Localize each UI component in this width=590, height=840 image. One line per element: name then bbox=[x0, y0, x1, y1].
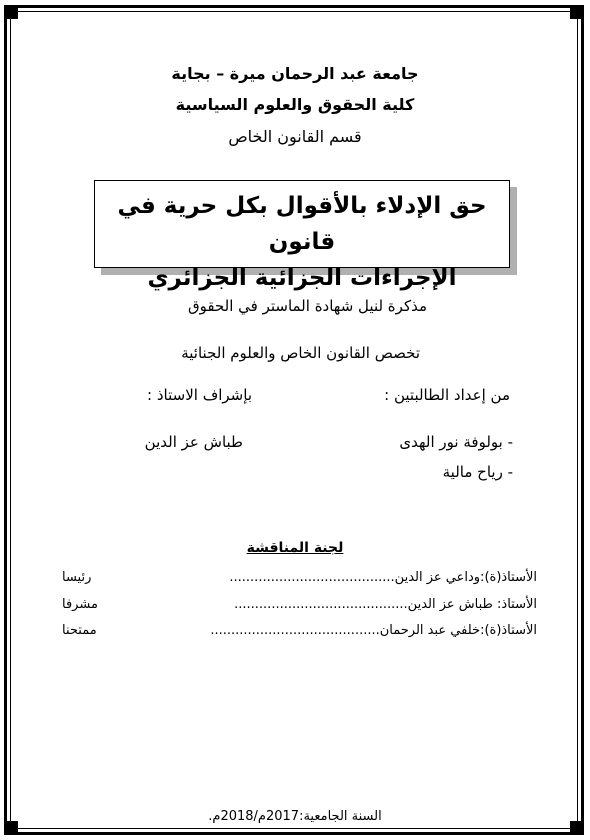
committee-role-1: رئيسا bbox=[62, 570, 92, 585]
corner-ornament-top-right bbox=[570, 5, 584, 19]
committee-member-3: الأستاذ(ة):خلفي عبد الرحمان......................................... bbox=[210, 623, 537, 638]
students-label: من إعداد الطالبتين : bbox=[384, 386, 510, 404]
specialty-statement: تخصص القانون الخاص والعلوم الجنائية bbox=[181, 344, 420, 362]
faculty-name: كلية الحقوق والعلوم السياسية bbox=[175, 95, 415, 114]
thesis-title-line-1: حق الإدلاء بالأقوال بكل حرية في قانون bbox=[117, 193, 487, 255]
student-name-1: - بولوفة نور الهدى bbox=[399, 433, 513, 451]
university-name: جامعة عبد الرحمان ميرة – بجاية bbox=[171, 64, 419, 83]
corner-ornament-top-left bbox=[4, 5, 18, 19]
committee-role-3: ممتحنا bbox=[62, 623, 97, 638]
department-name: قسم القانون الخاص bbox=[228, 127, 362, 146]
degree-statement: مذكرة لنيل شهادة الماستر في الحقوق bbox=[187, 297, 427, 315]
academic-year: السنة الجامعية:2017م/2018م. bbox=[208, 809, 382, 824]
committee-member-1: الأستاذ(ة):وداعي عز الدين........................................ bbox=[229, 570, 537, 585]
student-name-2: - رياح مالية bbox=[442, 463, 513, 481]
committee-member-2: الأستاذ: طباش عز الدين.......................................... bbox=[234, 597, 537, 612]
supervisor-name: طباش عز الدين bbox=[144, 433, 243, 451]
thesis-title-line-2: الإجراءات الجزائية الجزائري bbox=[147, 265, 457, 291]
supervisor-label: بإشراف الاستاذ : bbox=[147, 386, 252, 404]
committee-role-2: مشرفا bbox=[62, 597, 98, 612]
thesis-title-box bbox=[94, 180, 510, 291]
committee-title: لجنة المناقشة bbox=[246, 540, 344, 556]
